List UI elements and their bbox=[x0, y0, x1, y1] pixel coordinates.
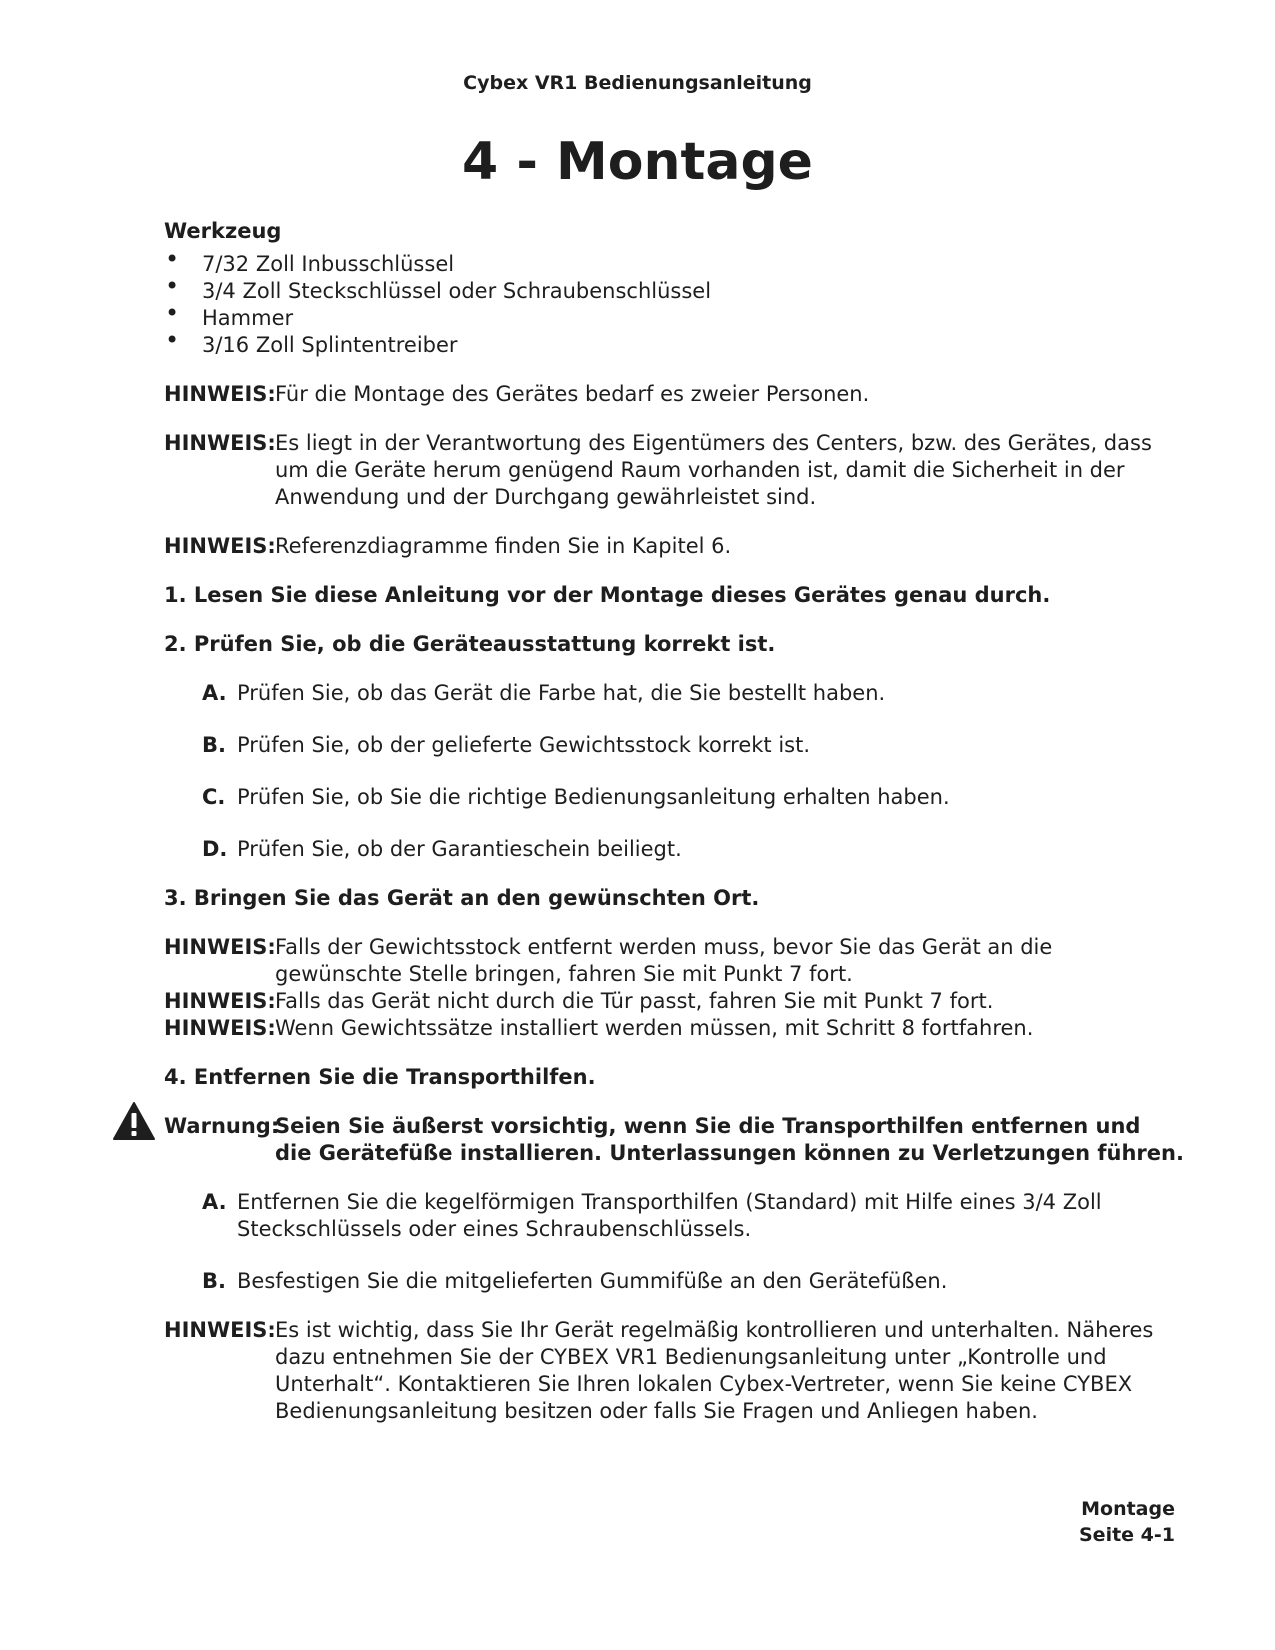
note-text: Es liegt in der Verantwortung des Eigentümers des Centers, bzw. des Gerätes, dass um die Geräte herum genügend Raum vorhanden ist, damit die Sicherheit in der Anwendung und der Durchgang gewährleistet sind. bbox=[275, 431, 1152, 509]
warning-triangle-icon bbox=[112, 1101, 156, 1141]
note-two-persons bbox=[164, 381, 1184, 408]
substep-letter: D. bbox=[202, 837, 228, 861]
note-text: Wenn Gewichtssätze installiert werden müssen, mit Schritt 8 fortfahren. bbox=[275, 1016, 1034, 1040]
warning-text: Seien Sie äußerst vorsichtig, wenn Sie die Transporthilfen entfernen und die Gerätefüße installieren. Unterlassungen können zu Verletzungen führen. bbox=[275, 1114, 1184, 1165]
substep-text: Entfernen Sie die kegelförmigen Transporthilfen (Standard) mit Hilfe eines 3/4 Zoll Steckschlüssels oder eines Schraubenschlüssels. bbox=[237, 1190, 1102, 1241]
substep-2c bbox=[202, 784, 1184, 811]
note-owner-responsibility bbox=[164, 430, 1184, 511]
substep-text: Prüfen Sie, ob Sie die richtige Bedienungsanleitung erhalten haben. bbox=[237, 785, 950, 809]
bullet-icon: • bbox=[165, 272, 180, 300]
substep-text: Prüfen Sie, ob das Gerät die Farbe hat, die Sie bestellt haben. bbox=[237, 681, 886, 705]
substep-letter: A. bbox=[202, 1190, 227, 1214]
substep-letter: B. bbox=[202, 1269, 226, 1293]
note-text: Falls der Gewichtsstock entfernt werden muss, bevor Sie das Gerät an die gewünschte Stelle bringen, fahren Sie mit Punkt 7 fort. bbox=[275, 935, 1053, 986]
note-reference-diagrams bbox=[164, 533, 1184, 560]
bullet-icon: • bbox=[165, 299, 180, 327]
tool-text: 3/4 Zoll Steckschlüssel oder Schraubenschlüssel bbox=[202, 279, 712, 303]
step-2: 2. Prüfen Sie, ob die Geräteausstattung korrekt ist. bbox=[164, 632, 776, 656]
warning-label: Warnung: bbox=[164, 1114, 280, 1138]
substep-text: Prüfen Sie, ob der gelieferte Gewichtsstock korrekt ist. bbox=[237, 733, 811, 757]
substep-letter: A. bbox=[202, 681, 227, 705]
note-door bbox=[164, 988, 1184, 1015]
note-label: HINWEIS: bbox=[164, 935, 276, 959]
page-footer bbox=[1079, 1496, 1175, 1548]
note-label: HINWEIS: bbox=[164, 1016, 276, 1040]
note-weight-stack bbox=[164, 934, 1184, 988]
tools-list bbox=[164, 245, 1184, 359]
step-4: 4. Entfernen Sie die Transporthilfen. bbox=[164, 1065, 596, 1089]
tools-heading: Werkzeug bbox=[164, 219, 282, 243]
step-3: 3. Bringen Sie das Gerät an den gewünschten Ort. bbox=[164, 886, 760, 910]
substep-4a bbox=[202, 1189, 1184, 1243]
tool-text: 3/16 Zoll Splintentreiber bbox=[202, 333, 458, 357]
warning-block bbox=[164, 1113, 1184, 1167]
tool-text: 7/32 Zoll Inbusschlüssel bbox=[202, 252, 455, 276]
note-label: HINWEIS: bbox=[164, 534, 276, 558]
substep-4b bbox=[202, 1268, 1184, 1295]
note-label: HINWEIS: bbox=[164, 989, 276, 1013]
substep-text: Prüfen Sie, ob der Garantieschein beiliegt. bbox=[237, 837, 682, 861]
page-content bbox=[164, 218, 1184, 1447]
footer-page-number: Seite 4-1 bbox=[1079, 1524, 1175, 1546]
step-3-notes bbox=[164, 934, 1184, 1042]
note-text: Für die Montage des Gerätes bedarf es zweier Personen. bbox=[275, 382, 870, 406]
note-label: HINWEIS: bbox=[164, 382, 276, 406]
list-item bbox=[164, 326, 1184, 359]
footer-section: Montage bbox=[1081, 1498, 1175, 1520]
note-weight-sets bbox=[164, 1015, 1184, 1042]
note-text: Referenzdiagramme finden Sie in Kapitel 6. bbox=[275, 534, 732, 558]
chapter-title: 4 - Montage bbox=[462, 132, 813, 192]
list-item bbox=[164, 272, 1184, 305]
list-item bbox=[164, 299, 1184, 332]
substep-2b bbox=[202, 732, 1184, 759]
note-label: HINWEIS: bbox=[164, 1318, 276, 1342]
substep-letter: C. bbox=[202, 785, 226, 809]
substep-2d bbox=[202, 836, 1184, 863]
note-label: HINWEIS: bbox=[164, 431, 276, 455]
bullet-icon: • bbox=[165, 245, 180, 273]
substep-letter: B. bbox=[202, 733, 226, 757]
running-header: Cybex VR1 Bedienungsanleitung bbox=[463, 72, 812, 94]
substep-2a bbox=[202, 680, 1184, 707]
note-text: Es ist wichtig, dass Sie Ihr Gerät regelmäßig kontrollieren und unterhalten. Näheres dazu entnehmen Sie der CYBEX VR1 Bedienungsanleitung unter „Kontrolle und Unterhalt“. Kontaktieren Sie Ihren lokalen Cybex-Vertreter, wenn Sie keine CYBEX Bedienungsanleitung besitzen oder falls Sie Fragen und Anliegen haben. bbox=[275, 1318, 1154, 1423]
tool-text: Hammer bbox=[202, 306, 294, 330]
note-text: Falls das Gerät nicht durch die Tür passt, fahren Sie mit Punkt 7 fort. bbox=[275, 989, 994, 1013]
bullet-icon: • bbox=[165, 326, 180, 354]
note-maintenance bbox=[164, 1317, 1184, 1425]
list-item bbox=[164, 245, 1184, 278]
substep-text: Besfestigen Sie die mitgelieferten Gummifüße an den Gerätefüßen. bbox=[237, 1269, 948, 1293]
step-1: 1. Lesen Sie diese Anleitung vor der Montage dieses Gerätes genau durch. bbox=[164, 583, 1051, 607]
